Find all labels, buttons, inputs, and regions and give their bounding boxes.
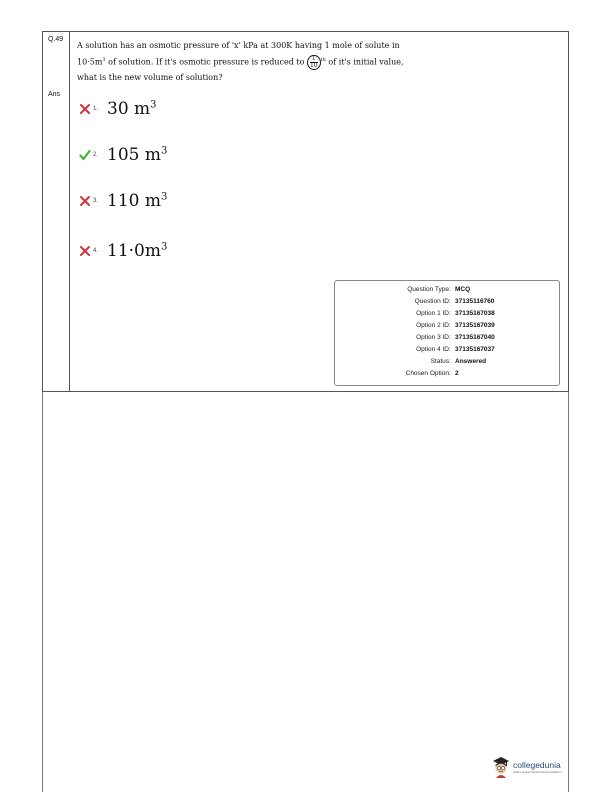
brand-logo xyxy=(492,756,562,778)
question-line-1: A solution has an osmotic pressure of 'x' kPa at 300K having 1 mole of solute in xyxy=(77,41,400,50)
brand-tagline: India's largest Student Review Platform xyxy=(513,769,562,774)
meta-status: Status : Answered xyxy=(430,358,487,365)
option-1: 1. 30 $m^3$ xyxy=(79,99,157,119)
meta-option-2-id: Option 2 ID : 37135167039 xyxy=(416,322,495,329)
option-2: 2. 105 $m^3$ xyxy=(79,145,167,165)
answer-label: Ans xyxy=(48,91,61,98)
brand-name: collegedunia xyxy=(513,759,561,770)
option-4: 4. $11\cdot 0m^3$ xyxy=(79,241,167,261)
meta-option-1-id: Option 1 ID : 37135167038 xyxy=(416,310,495,317)
meta-question-type: Question Type : MCQ xyxy=(407,286,471,293)
frame-bottom-divider xyxy=(42,391,569,392)
meta-option-4-id: Option 4 ID : 37135167037 xyxy=(416,346,495,353)
meta-question-id: Question ID : 37135116760 xyxy=(414,298,495,305)
option-3: 3. 110 $m^3$ xyxy=(79,191,167,211)
column-divider xyxy=(69,32,70,391)
question-number: Q.49 xyxy=(48,36,64,43)
cross-icon xyxy=(79,195,91,207)
question-text xyxy=(77,38,517,85)
check-icon xyxy=(79,149,91,161)
graduate-mascot-icon xyxy=(492,756,510,778)
meta-option-3-id: Option 3 ID : 37135167040 xyxy=(416,334,495,341)
page-right-border xyxy=(568,392,569,792)
question-line-3: what is the new volume of solution? xyxy=(77,73,223,83)
page-left-border xyxy=(42,392,43,792)
meta-chosen-option: Chosen Option : 2 xyxy=(405,370,459,377)
question-meta-box xyxy=(334,280,560,386)
cross-icon xyxy=(79,245,91,257)
fraction: $\frac{1}{10}$ xyxy=(307,55,321,70)
cross-icon xyxy=(79,103,91,115)
question-line-2: $10\cdot 5m^3$ of solution. If it's osmotic pressure is reduced to $\frac{1}{10}$ $^{th}$ of it's initial value, xyxy=(77,55,404,70)
